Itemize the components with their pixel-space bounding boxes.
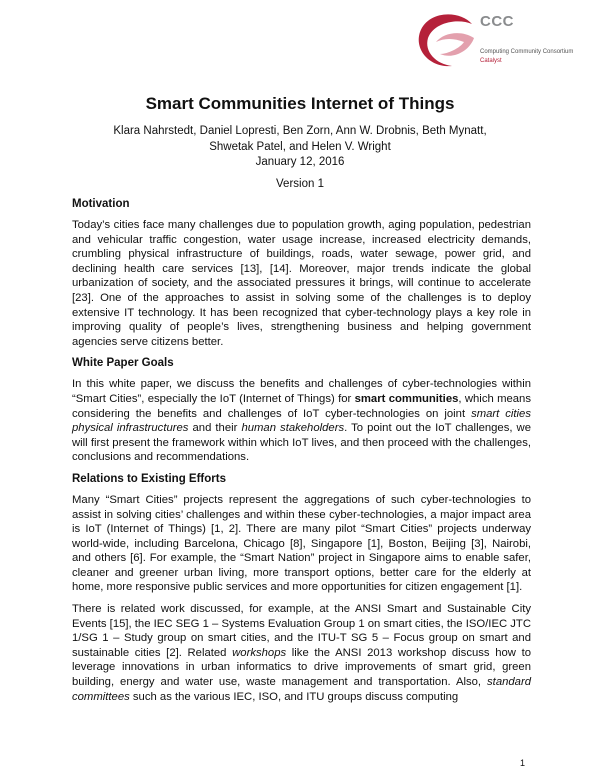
emphasis-human-stakeholders: human stakeholders bbox=[241, 422, 345, 435]
relations-paragraph-2: There is related work discussed, for example, at the ANSI Smart and Sustainable City Events [15], the IEC SEG 1 – Systems Evaluation Group 1 on smart cities, the ISO/IEC JTC 1/SG 1 – Study group on smart cities, and the ITU-T SG 5 – Focus group on smart and sustainable cities [2]. Related workshops like the ANSI 2013 workshop discuss how to leverage innovations in urban informatics to drive improvements of smart grid, green building, energy and water use, waste management and transportation. Also, standard committees such as the various IEC, ISO, and ITU groups discuss computing bbox=[72, 603, 531, 703]
ccc-swoosh-icon bbox=[414, 8, 478, 72]
section-heading-goals: White Paper Goals bbox=[72, 357, 174, 370]
emphasis-standard-committees: standard committees bbox=[72, 676, 531, 703]
section-heading-motivation: Motivation bbox=[72, 198, 130, 210]
emphasis-workshops: workshops bbox=[232, 646, 287, 659]
goals-paragraph: In this white paper, we discuss the benefits and challenges of cyber-technologies within “Smart Cities”, especially the IoT (Internet of Things) for smart communities, which means considering the benefits and challenges of IoT cyber-technologies on joint smart cities physical infrastructures and their human stakeholders. To point out the IoT challenges, we will first present the framework within which IoT lives, and then proceed with the challenges, conclusions and recommendations. bbox=[72, 378, 531, 464]
ccc-logo bbox=[414, 8, 594, 72]
paper-body bbox=[72, 197, 531, 711]
paper-version: Version 1 bbox=[276, 178, 324, 190]
author-list: Klara Nahrstedt, Daniel Lopresti, Ben Zorn, Ann W. Drobnis, Beth Mynatt, Shwetak Patel, and Helen V. Wright bbox=[113, 125, 487, 153]
logo-abbreviation: CCC bbox=[480, 13, 514, 30]
section-heading-relations: Relations to Existing Efforts bbox=[72, 472, 226, 485]
paper-title: Smart Communities Internet of Things bbox=[145, 94, 455, 113]
relations-paragraph-1: Many “Smart Cities” projects represent the aggregations of such cyber-technologies to assist in solving cities’ challenges and within these cyber-technologies, a major impact area is IoT (Internet of Things) [1, 2]. There are many pilot “Smart Cities” projects underway world-wide, including Barcelona, Chicago [8], Singapore [1], Boston, Beijing [3], Nairobi, and others [6]. For example, the “Smart Nation” project in Singapore aims to enable safer, cleaner and greener urban living, more transport options, better care for the elderly at home, more responsive public services and more opportunities for citizen engagement [1]. bbox=[72, 493, 531, 594]
paper-date: January 12, 2016 bbox=[255, 156, 345, 168]
page-number: 1 bbox=[520, 758, 526, 768]
motivation-paragraph: Today’s cities face many challenges due to population growth, aging population, pedestrian and vehicular traffic congestion, water usage increase, increased electricity demands, crumbling physical infrastructure of buildings, roads, water sewage, power grid, and declining health care services [13], [14]. Moreover, major trends indicate the global urbanization of society, and the associated pressures it brings, will continue to accelerate [23]. One of the approaches to assist in solving some of the challenges is to deploy extensive IT technology. It has been recognized that cyber-technology plays a key role in improving quality of people’s lives, strengthening business and helping government agencies serve citizens better. bbox=[72, 219, 531, 348]
logo-name: Computing Community Consortium bbox=[480, 49, 574, 55]
emphasis-physical-infrastructures: smart cities physical infrastructures bbox=[72, 407, 531, 435]
emphasis-smart-communities: smart communities bbox=[354, 392, 459, 405]
logo-tagline: Catalyst bbox=[480, 58, 502, 64]
